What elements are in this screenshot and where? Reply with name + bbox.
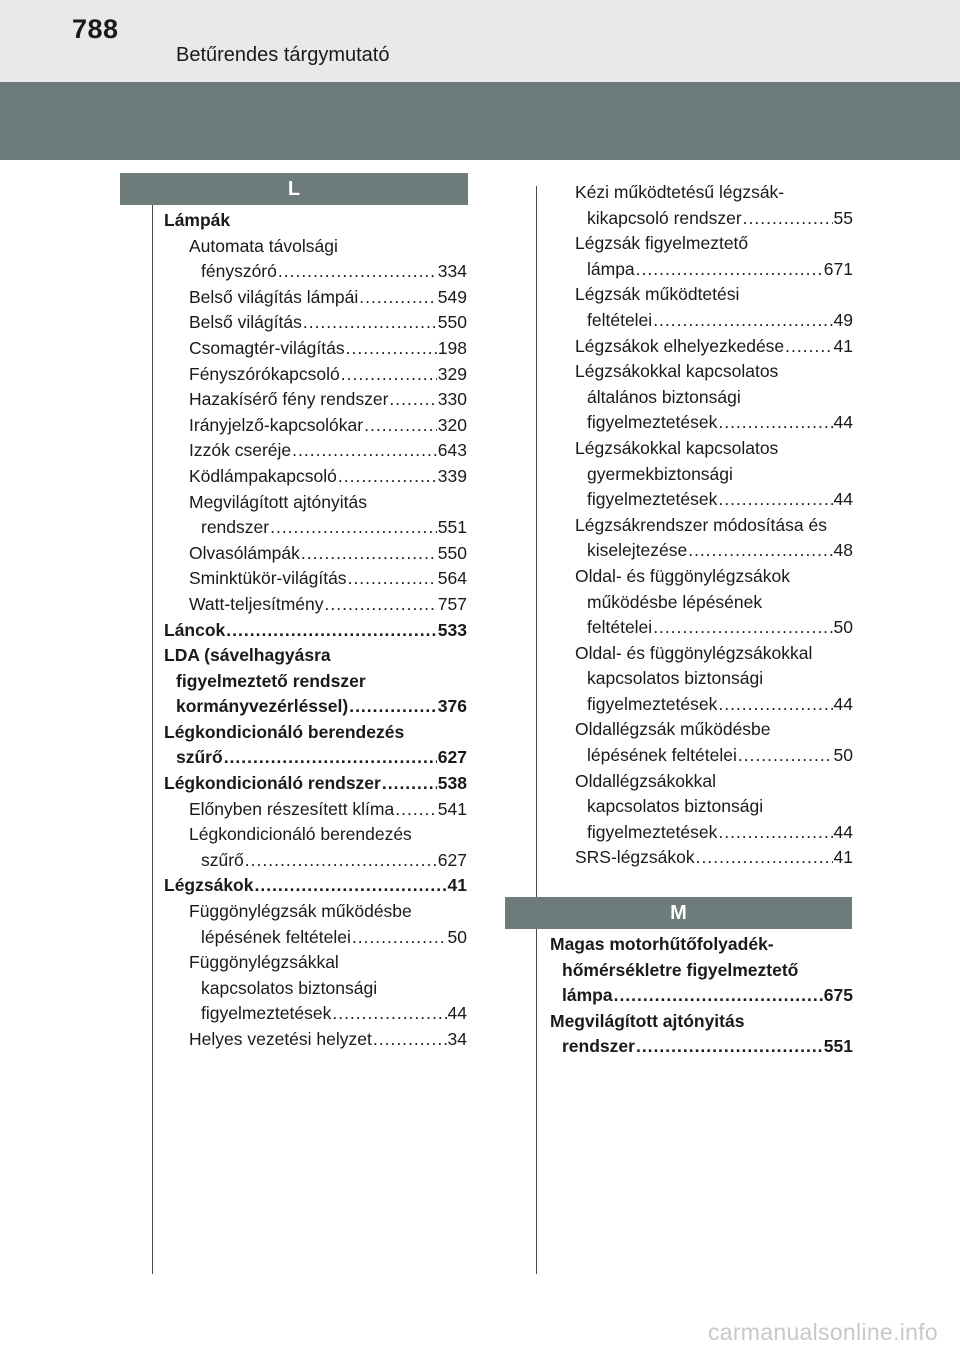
index-entry (550, 1009, 853, 1060)
index-entry-text: Megvilágított ajtónyitás (189, 491, 368, 512)
index-page-number: 49 (833, 309, 853, 330)
dot-leader (718, 410, 832, 436)
index-entry-text: kikapcsoló rendszer (587, 207, 742, 228)
index-page-number: 549 (437, 286, 467, 307)
index-entry-text: figyelmeztetések (587, 821, 718, 842)
dot-leader (348, 566, 437, 592)
dot-leader (359, 285, 437, 311)
index-page-number: 564 (437, 568, 467, 589)
index-entry (550, 717, 853, 768)
index-page-number: 334 (437, 261, 467, 282)
index-entry (164, 1027, 467, 1053)
index-entry-text: Légkondicionáló rendszer (164, 773, 381, 794)
index-entry (164, 362, 467, 388)
index-entry-text: hőmérsékletre figyelmeztető (562, 959, 799, 980)
dot-leader (395, 797, 437, 823)
index-entry-text: Légzsákok (164, 875, 254, 896)
dot-leader (738, 743, 833, 769)
index-entry-text: Láncok (164, 619, 226, 640)
index-entry (164, 438, 467, 464)
dot-leader (325, 592, 437, 618)
index-page-number: 50 (447, 926, 467, 947)
right-column-rule (536, 186, 537, 1274)
index-entry-text: kormányvezérléssel) (176, 696, 349, 717)
index-entry (164, 541, 467, 567)
index-entry-text: Olvasólámpák (189, 542, 300, 563)
index-entry-text: Előnyben részesített klíma (189, 798, 395, 819)
index-page-number: 757 (437, 593, 467, 614)
index-entry (164, 208, 467, 234)
dot-leader (653, 615, 832, 641)
index-page-number: 55 (833, 207, 853, 228)
dot-leader (349, 694, 437, 720)
index-entry (550, 641, 853, 718)
index-entry (164, 336, 467, 362)
index-entry-text: Belső világítás (189, 312, 302, 333)
dot-leader (696, 845, 833, 871)
index-entry (550, 359, 853, 436)
index-entry-text: Automata távolsági (189, 235, 338, 256)
dot-leader (332, 1001, 446, 1027)
dot-leader (718, 820, 832, 846)
index-page-number: 34 (447, 1029, 467, 1049)
index-column-m (550, 932, 853, 1060)
section-heading-l: L (120, 173, 468, 205)
index-entry-text: Lámpák (164, 210, 231, 230)
index-entry-text: Légzsákrendszer módosítása és (575, 514, 827, 535)
index-entry (164, 566, 467, 592)
section-heading-m: M (505, 897, 852, 929)
index-entry-text: Oldallégzsákokkal (575, 770, 717, 791)
index-entry-text: figyelmeztetések (201, 1003, 332, 1024)
index-entry (550, 436, 853, 513)
index-entry (164, 643, 467, 720)
index-page-number: 550 (437, 312, 467, 333)
index-page-number: 643 (437, 440, 467, 461)
index-page-number: 44 (833, 693, 853, 714)
index-entry-text: Kézi működtetésű légzsák- (575, 182, 785, 202)
index-entry (164, 413, 467, 439)
index-entry-text: működésbe lépésének (587, 591, 763, 612)
index-page-number: 41 (833, 847, 853, 868)
index-entry-text: Helyes vezetési helyzet (189, 1029, 372, 1049)
index-page-number: 41 (833, 335, 853, 356)
dot-leader (688, 538, 832, 564)
dot-leader (338, 464, 437, 490)
index-entry-text: Irányjelző-kapcsolókar (189, 414, 364, 435)
index-entry-text: fényszóró (201, 261, 277, 282)
index-entry (550, 180, 853, 231)
index-column-right (550, 180, 853, 871)
index-entry (164, 618, 467, 644)
index-entry-text: figyelmeztetések (587, 412, 718, 433)
index-page-number: 675 (823, 985, 853, 1006)
index-entry (164, 310, 467, 336)
index-entry-text: Oldal- és függönylégzsákok (575, 565, 790, 586)
index-entry (164, 822, 467, 873)
index-entry-text: kapcsolatos biztonsági (587, 668, 764, 689)
index-entry-text: Magas motorhűtőfolyadék- (550, 934, 774, 954)
index-entry-text: figyelmeztetések (587, 693, 718, 714)
dot-leader (341, 362, 437, 388)
index-page-number: 44 (447, 1003, 467, 1024)
dot-leader (743, 206, 833, 232)
left-column-rule (152, 186, 153, 1274)
dot-leader (301, 541, 437, 567)
index-entry (550, 564, 853, 641)
header-band (0, 82, 960, 160)
index-entry-text: lépésének feltételei (587, 745, 737, 766)
index-entry-text: feltételei (587, 617, 653, 638)
index-entry-text: Függönylégzsákkal (189, 952, 339, 973)
index-page-number: 551 (437, 517, 467, 538)
index-entry (164, 234, 467, 285)
index-page-number: 44 (833, 412, 853, 433)
dot-leader (373, 1027, 447, 1053)
index-entry-text: Belső világítás lámpái (189, 286, 359, 307)
index-entry-text: Csomagtér-világítás (189, 337, 345, 358)
index-column-left (164, 208, 467, 1053)
index-entry-text: Megvilágított ajtónyitás (550, 1010, 745, 1031)
index-entry-text: Légkondicionáló berendezés (164, 721, 405, 742)
index-page-number: 50 (833, 617, 853, 638)
index-page-number: 198 (437, 337, 467, 358)
index-entry (550, 769, 853, 846)
page-header (0, 0, 960, 82)
index-entry-text: figyelmeztetések (587, 489, 718, 510)
index-entry (550, 513, 853, 564)
index-entry-text: Watt-teljesítmény (189, 593, 324, 614)
index-page-number: 44 (833, 821, 853, 842)
index-entry (164, 387, 467, 413)
dot-leader (352, 925, 447, 951)
index-entry (164, 285, 467, 311)
index-entry-text: rendszer (201, 517, 270, 538)
page-number: 788 (72, 14, 119, 44)
index-entry-text: figyelmeztető rendszer (176, 670, 366, 691)
dot-leader (382, 771, 437, 797)
index-entry-text: Függönylégzsák működésbe (189, 901, 412, 922)
index-entry (550, 845, 853, 871)
index-entry-text: lámpa (587, 258, 635, 279)
index-entry (550, 231, 853, 282)
dot-leader (389, 387, 436, 413)
index-entry-text: általános biztonsági (587, 386, 741, 407)
page-title: Betűrendes tárgymutató (176, 44, 390, 66)
index-entry (164, 797, 467, 823)
index-entry-text: SRS-légzsákok (575, 847, 695, 868)
index-entry (550, 932, 853, 1009)
index-entry (164, 873, 467, 899)
index-page-number: 329 (437, 363, 467, 384)
index-entry-text: gyermekbiztonsági (587, 463, 733, 484)
dot-leader (245, 848, 437, 874)
dot-leader (254, 873, 446, 899)
index-page-number: 330 (437, 389, 467, 410)
index-entry-text: LDA (sávelhagyásra (164, 645, 331, 666)
index-entry (164, 720, 467, 771)
dot-leader (292, 438, 437, 464)
dot-leader (718, 487, 832, 513)
dot-leader (785, 334, 832, 360)
index-entry-text: Ködlámpakapcsoló (189, 465, 337, 486)
index-entry-text: Oldallégzsák működésbe (575, 719, 771, 740)
index-entry-text: szűrő (201, 849, 244, 870)
index-entry (164, 771, 467, 797)
dot-leader (636, 1034, 823, 1060)
index-entry (164, 950, 467, 1027)
dot-leader (224, 745, 437, 771)
index-entry (164, 464, 467, 490)
watermark: carmanualsonline.info (707, 1319, 938, 1345)
index-page-number: 627 (437, 849, 467, 870)
index-entry-text: kapcsolatos biztonsági (201, 977, 378, 998)
dot-leader (226, 618, 437, 644)
index-entry-text: Légzsák figyelmeztető (575, 233, 749, 254)
index-entry-text: Légzsákokkal kapcsolatos (575, 437, 779, 458)
index-entry (164, 899, 467, 950)
index-page-number: 550 (437, 542, 467, 563)
dot-leader (278, 259, 437, 285)
index-page-number: 541 (437, 798, 467, 819)
index-entry-text: Hazakísérő fény rendszer (189, 389, 389, 410)
index-entry (164, 490, 467, 541)
index-entry-text: Légkondicionáló berendezés (189, 824, 412, 845)
index-entry-text: kapcsolatos biztonsági (587, 796, 764, 817)
index-page-number: 533 (437, 619, 467, 640)
index-entry (550, 282, 853, 333)
index-entry-text: kiselejtezése (587, 540, 688, 561)
index-entry-text: Fényszórókapcsoló (189, 363, 340, 384)
index-page-number: 44 (833, 489, 853, 510)
dot-leader (346, 336, 437, 362)
index-page-number: 376 (437, 696, 467, 717)
index-page-number: 50 (833, 745, 853, 766)
index-entry-text: Légzsák működtetési (575, 284, 740, 305)
index-page-number: 538 (437, 773, 467, 794)
dot-leader (718, 692, 832, 718)
index-entry-text: Izzók cseréje (189, 440, 292, 461)
dot-leader (364, 413, 437, 439)
index-page-number: 671 (823, 258, 853, 279)
index-page-number: 41 (447, 875, 467, 896)
index-entry-text: rendszer (562, 1036, 635, 1057)
index-entry-text: lámpa (562, 985, 613, 1006)
dot-leader (303, 310, 437, 336)
index-entry-text: Légzsákok elhelyezkedése (575, 335, 785, 356)
index-page-number: 551 (823, 1036, 853, 1057)
index-entry-text: Oldal- és függönylégzsákokkal (575, 642, 813, 663)
index-entry (550, 334, 853, 360)
index-page-number: 48 (833, 540, 853, 561)
index-entry-text: Légzsákokkal kapcsolatos (575, 361, 779, 382)
index-entry-text: lépésének feltételei (201, 926, 351, 947)
dot-leader (653, 308, 832, 334)
index-entry-text: szűrő (176, 747, 223, 768)
dot-leader (614, 983, 823, 1009)
index-entry-text: Sminktükör-világítás (189, 568, 347, 589)
index-page-number: 320 (437, 414, 467, 435)
index-page-number: 339 (437, 465, 467, 486)
index-page-number: 627 (437, 747, 467, 768)
dot-leader (636, 257, 823, 283)
dot-leader (270, 515, 437, 541)
index-entry (164, 592, 467, 618)
index-entry-text: feltételei (587, 309, 653, 330)
